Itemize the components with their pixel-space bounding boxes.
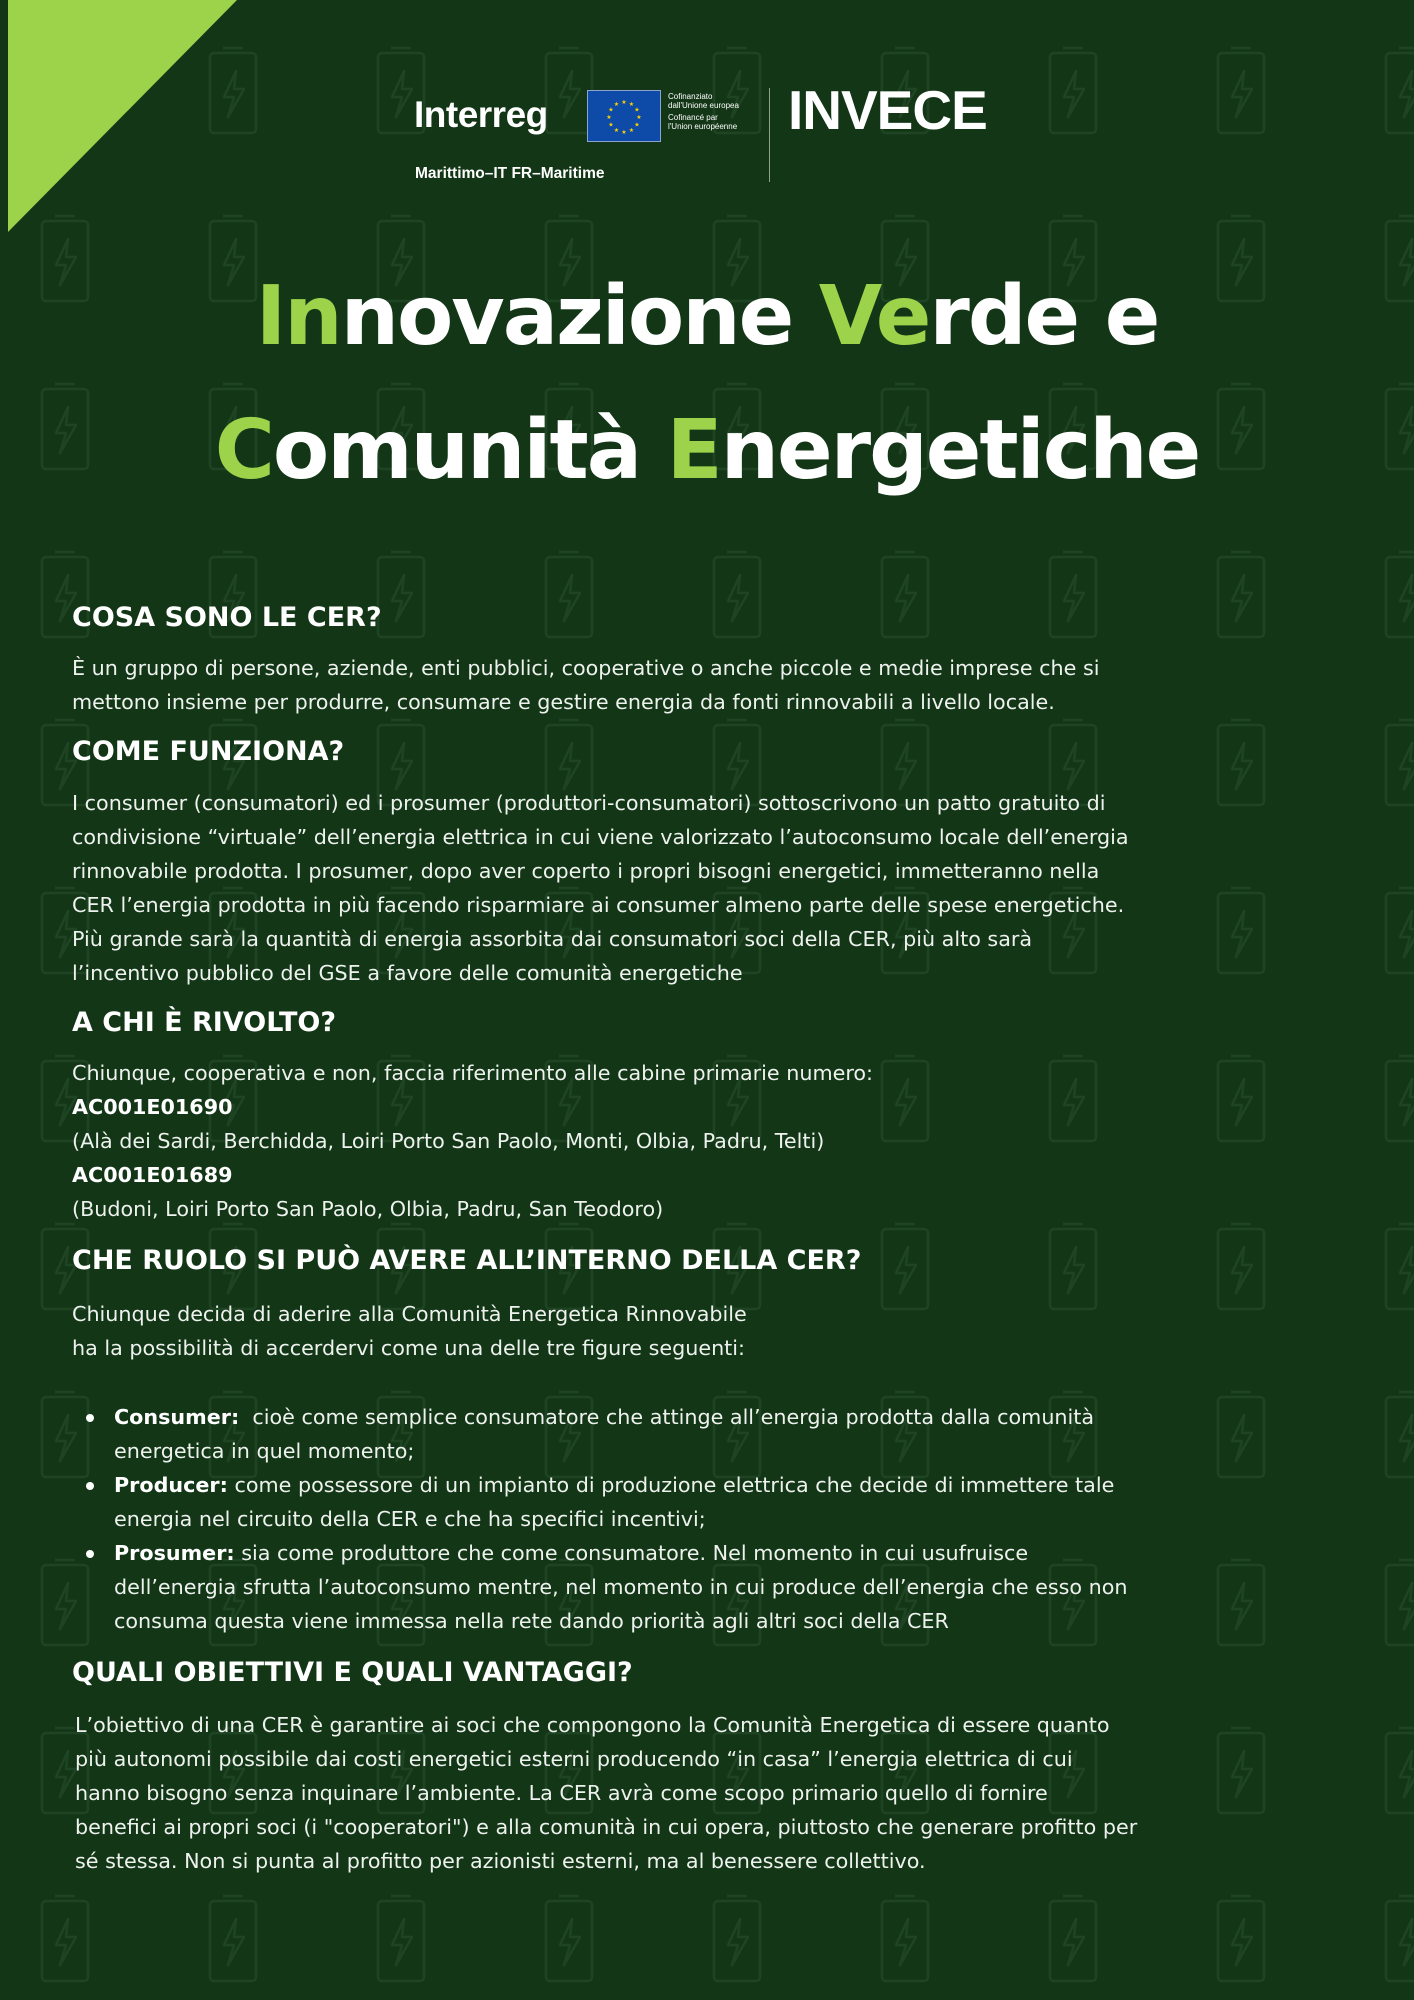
cabin-code: AC001E01690 [72,1095,233,1119]
title-text: novazione [340,269,819,364]
title-accent: In [255,269,341,364]
interreg-logo: Interreg [414,94,548,135]
roles-list [72,1400,1372,1638]
role-term: Consumer: [114,1405,240,1429]
section-body-obiettivi [75,1708,1137,1878]
role-description: come possessore di un impianto di produzione elettrica che decide di immettere tale [227,1473,1115,1497]
role-description: sia come produttore che come consumatore. Nel momento in cui usufruisce [234,1541,1029,1565]
section-heading-come: COME FUNZIONA? [72,736,345,767]
logo-divider [769,88,770,182]
body-line: Chiunque, cooperativa e non, faccia riferimento alle cabine primarie numero: [72,1061,874,1085]
section-body-come [72,786,1129,990]
bullet-icon [86,1482,94,1490]
eu-star-icon: ★ [613,127,620,134]
body-line: Chiunque decida di aderire alla Comunità Energetica Rinnovabile [72,1302,747,1326]
section-body-cosa [72,651,1099,719]
title-accent: E [666,403,721,498]
eu-star-icon: ★ [636,114,642,121]
body-line: ha la possibilità di accerdervi come una delle tre figure seguenti: [72,1336,746,1360]
list-item-producer [72,1468,1372,1536]
eu-star-icon: ★ [613,101,620,108]
role-description: cioè come semplice consumatore che attinge all’energia prodotta dalla comunità [239,1405,1095,1429]
section-heading-ruolo: CHE RUOLO SI PUÒ AVERE ALL’INTERNO DELLA CER? [72,1245,862,1276]
body-line: I consumer (consumatori) ed i prosumer (produttori-consumatori) sottoscrivono un patto gratuito di [72,791,1106,815]
eu-cofunding-text [668,92,758,131]
body-line: hanno bisogno senza inquinare l’ambiente. La CER avrà come scopo primario quello di fornire [75,1781,1048,1805]
cabin-code: AC001E01689 [72,1163,233,1187]
body-line: mettono insieme per produrre, consumare e gestire energia da fonti rinnovabili a livello locale. [72,690,1055,714]
role-description: energia nel circuito della CER e che ha specifici incentivi; [114,1507,706,1531]
role-term: Producer: [114,1473,228,1497]
body-line: l’incentivo pubblico del GSE a favore delle comunità energetiche [72,961,743,985]
page-title [0,250,1414,518]
body-line: rinnovabile prodotta. I prosumer, dopo aver coperto i propri bisogni energetici, immetteranno nella [72,859,1100,883]
section-body-ruolo [72,1297,747,1365]
body-line: CER l’energia prodotta in più facendo risparmiare ai consumer almeno parte delle spese energetiche. [72,893,1125,917]
eu-flag-icon [587,90,661,142]
body-line: più autonomi possibile dai costi energetici esterni producendo “in casa” l’energia elettrica di cui [75,1747,1073,1771]
eu-star-icon: ★ [628,101,635,108]
bullet-icon [86,1414,94,1422]
section-heading-chi: A CHI È RIVOLTO? [72,1007,336,1038]
eu-star-icon: ★ [606,114,612,121]
body-line: benefici ai propri soci (i "cooperatori") e alla comunità in cui opera, piuttosto che generare profitto per [75,1815,1138,1839]
section-heading-cosa: COSA SONO LE CER? [72,602,382,633]
eu-cofunding-line: l'Union européenne [668,122,738,131]
section-body-chi [72,1056,873,1226]
title-text: rde e [929,269,1159,364]
logo-header [412,80,1012,190]
role-term: Prosumer: [114,1541,235,1565]
title-text: nergetiche [720,403,1200,498]
body-line: L’obiettivo di una CER è garantire ai soci che compongono la Comunità Energetica di essere quanto [75,1713,1110,1737]
body-line: sé stessa. Non si punta al profitto per azionisti esterni, ma al benessere collettivo. [75,1849,926,1873]
eu-cofunding-line: Cofinancé par [668,113,718,122]
list-item-consumer [72,1400,1372,1468]
role-description: consuma questa viene immessa nella rete dando priorità agli altri soci della CER [114,1609,949,1633]
eu-star-icon: ★ [608,106,614,114]
title-text: omunità [272,403,667,498]
role-description: energetica in quel momento; [114,1439,415,1463]
title-line-2 [0,384,1414,518]
list-item-prosumer [72,1536,1372,1638]
eu-star-icon: ★ [628,127,635,134]
programme-name: Marittimo–IT FR–Maritime [415,165,605,182]
title-accent: C [214,403,273,498]
body-line: condivisione “virtuale” dell’energia elettrica in cui viene valorizzato l’autoconsumo locale dell’energia [72,825,1129,849]
cabin-towns: (Alà dei Sardi, Berchidda, Loiri Porto San Paolo, Monti, Olbia, Padru, Telti) [72,1129,825,1153]
body-line: Più grande sarà la quantità di energia assorbita dai consumatori soci della CER, più alto sarà [72,927,1033,951]
role-description: dell’energia sfrutta l’autoconsumo mentre, nel momento in cui produce dell’energia che esso non [114,1575,1128,1599]
eu-star-icon: ★ [621,99,627,106]
title-accent: Ve [818,269,930,364]
eu-cofunding-line: dall'Unione europea [668,101,739,110]
body-line: È un gruppo di persone, aziende, enti pubblici, cooperative o anche piccole e medie imprese che si [72,656,1100,680]
eu-star-icon: ★ [634,121,640,129]
cabin-towns: (Budoni, Loiri Porto San Paolo, Olbia, Padru, San Teodoro) [72,1197,664,1221]
bullet-icon [86,1550,94,1558]
invece-logo: INVECE [788,79,987,141]
eu-star-icon: ★ [608,121,614,129]
title-line-1 [0,250,1414,384]
eu-cofunding-line: Cofinanziato [668,92,713,101]
section-heading-obiettivi: QUALI OBIETTIVI E QUALI VANTAGGI? [72,1657,633,1688]
eu-star-icon: ★ [634,106,640,114]
eu-star-icon: ★ [621,129,627,136]
